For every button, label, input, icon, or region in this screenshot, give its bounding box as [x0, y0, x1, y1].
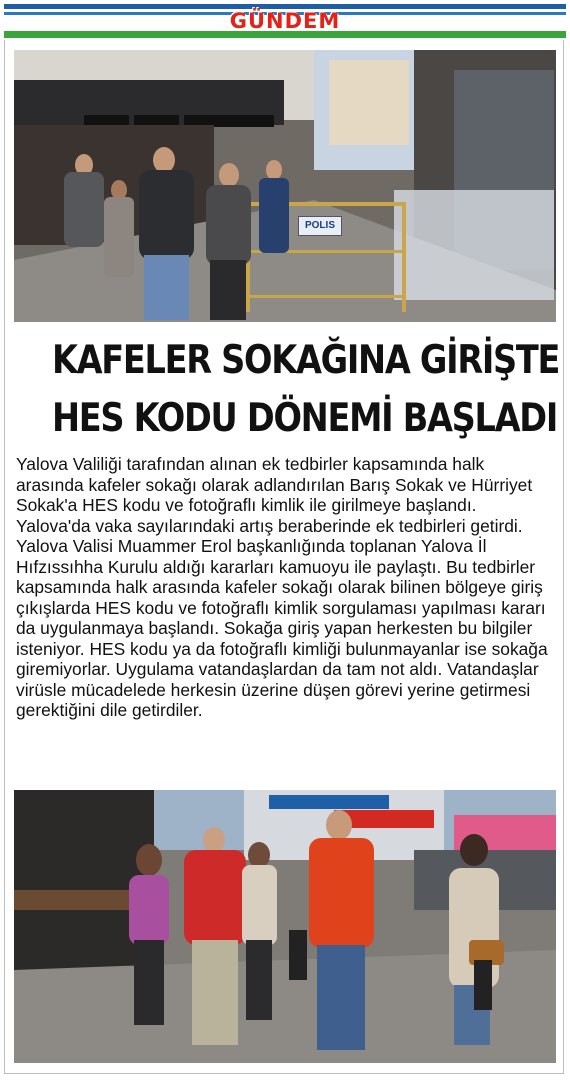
article-body	[16, 454, 556, 721]
police-sign: POLIS	[298, 216, 342, 236]
section-title: GÜNDEM	[229, 9, 341, 33]
top-photo-illustration	[14, 50, 556, 322]
top-photo	[14, 50, 556, 322]
headline-line-1: KAFELER SOKAĞINA GİRİŞTE	[51, 338, 560, 383]
bottom-photo	[14, 790, 556, 1063]
bottom-photo-illustration	[14, 790, 556, 1063]
headline-line-2: HES KODU DÖNEMİ BAŞLADI	[51, 396, 558, 441]
headline	[51, 332, 560, 448]
article-paragraph-1: Yalova Valiliği tarafından alınan ek tedbirler kapsamında halk arasında kafeler sokağı olarak adlandırılan Barış Sokak ve Hürriyet Sokak'a HES kodu ve fotoğraflı kimlik ile girilmeye başlandı.	[16, 454, 533, 515]
article-paragraph-2: Yalova'da vaka sayılarındaki artış beraberinde ek tedbirleri getirdi. Yalova Valisi Muammer Erol başkanlığında toplanan Yalova İl Hıfzıssıhha Kurulu aldığı kararları kamuoyu ile paylaştı. Bu tedbirler kapsamında halk arasında kafeler sokağı olarak bilinen bölgeye giriş çıkışlarda HES kodu ve fotoğraflı kimlik sorgulaması yapılması kararı da uygulanmaya başlandı. Sokağa giriş yapan herkesten bu bilgiler isteniyor. HES kodu ya da fotoğraflı kimliği bulunmayanlar ise sokağa giremiyorlar. Uygulama vatandaşlardan da tam not aldı. Vatandaşlar virüsle mücadelede herkesin üzerine düşen görevi yerine getirmesi gerektiğini dile getirdiler.	[16, 515, 548, 720]
